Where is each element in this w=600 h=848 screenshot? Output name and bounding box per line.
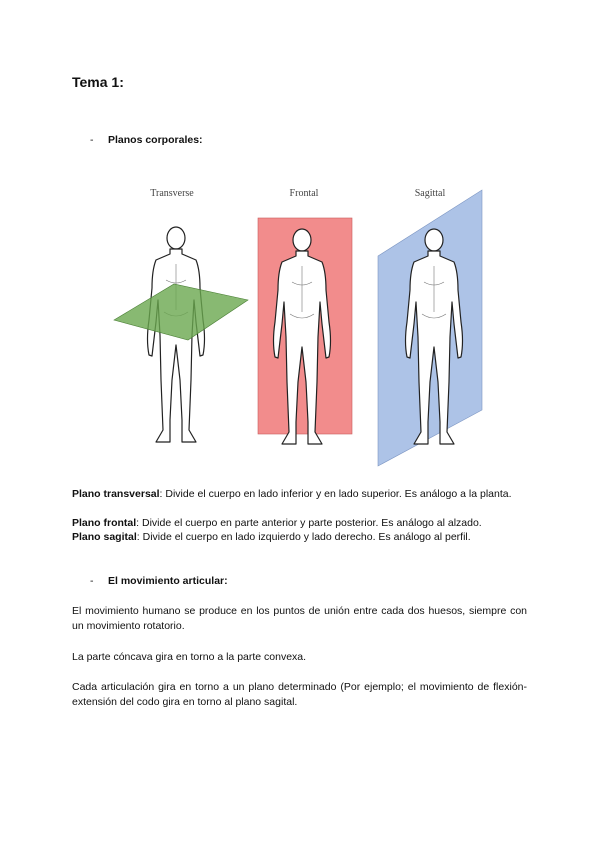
label-frontal: Frontal <box>289 188 319 199</box>
paragraph-1: El movimiento humano se produce en los puntos de unión entre cada dos huesos, siempre con un movimiento rotatorio. <box>72 605 527 632</box>
transverse-figure <box>114 227 248 442</box>
bullet-dash: - <box>90 575 94 587</box>
definition-sagital: Plano sagital: Divide el cuerpo en lado izquierdo y lado derecho. Es análogo al perfil. <box>72 531 471 543</box>
definition-transversal: Plano transversal: Divide el cuerpo en lado inferior y en lado superior. Es análogo a la planta. <box>72 488 512 500</box>
label-transverse: Transverse <box>150 188 194 199</box>
label-sagittal: Sagittal <box>414 188 446 199</box>
body-planes-figure <box>112 162 486 470</box>
section-heading-movimiento <box>90 575 228 587</box>
section-heading-planos <box>90 134 203 146</box>
page-title: Tema 1: <box>72 74 124 90</box>
frontal-figure <box>258 218 352 444</box>
paragraph-2: La parte cóncava gira en torno a la parte convexa. <box>72 651 307 663</box>
bullet-dash: - <box>90 134 94 146</box>
transverse-plane <box>114 284 248 340</box>
sagittal-figure <box>378 190 482 466</box>
paragraph-3: Cada articulación gira en torno a un plano determinado (Por ejemplo; el movimiento de flexión-extensión del codo gira en torno al plano sagital. <box>72 681 527 708</box>
section-heading-text: Planos corporales: <box>108 134 203 146</box>
section-heading-text: El movimiento articular: <box>108 575 228 587</box>
definition-frontal: Plano frontal: Divide el cuerpo en parte anterior y parte posterior. Es análogo al alzado. <box>72 517 482 529</box>
